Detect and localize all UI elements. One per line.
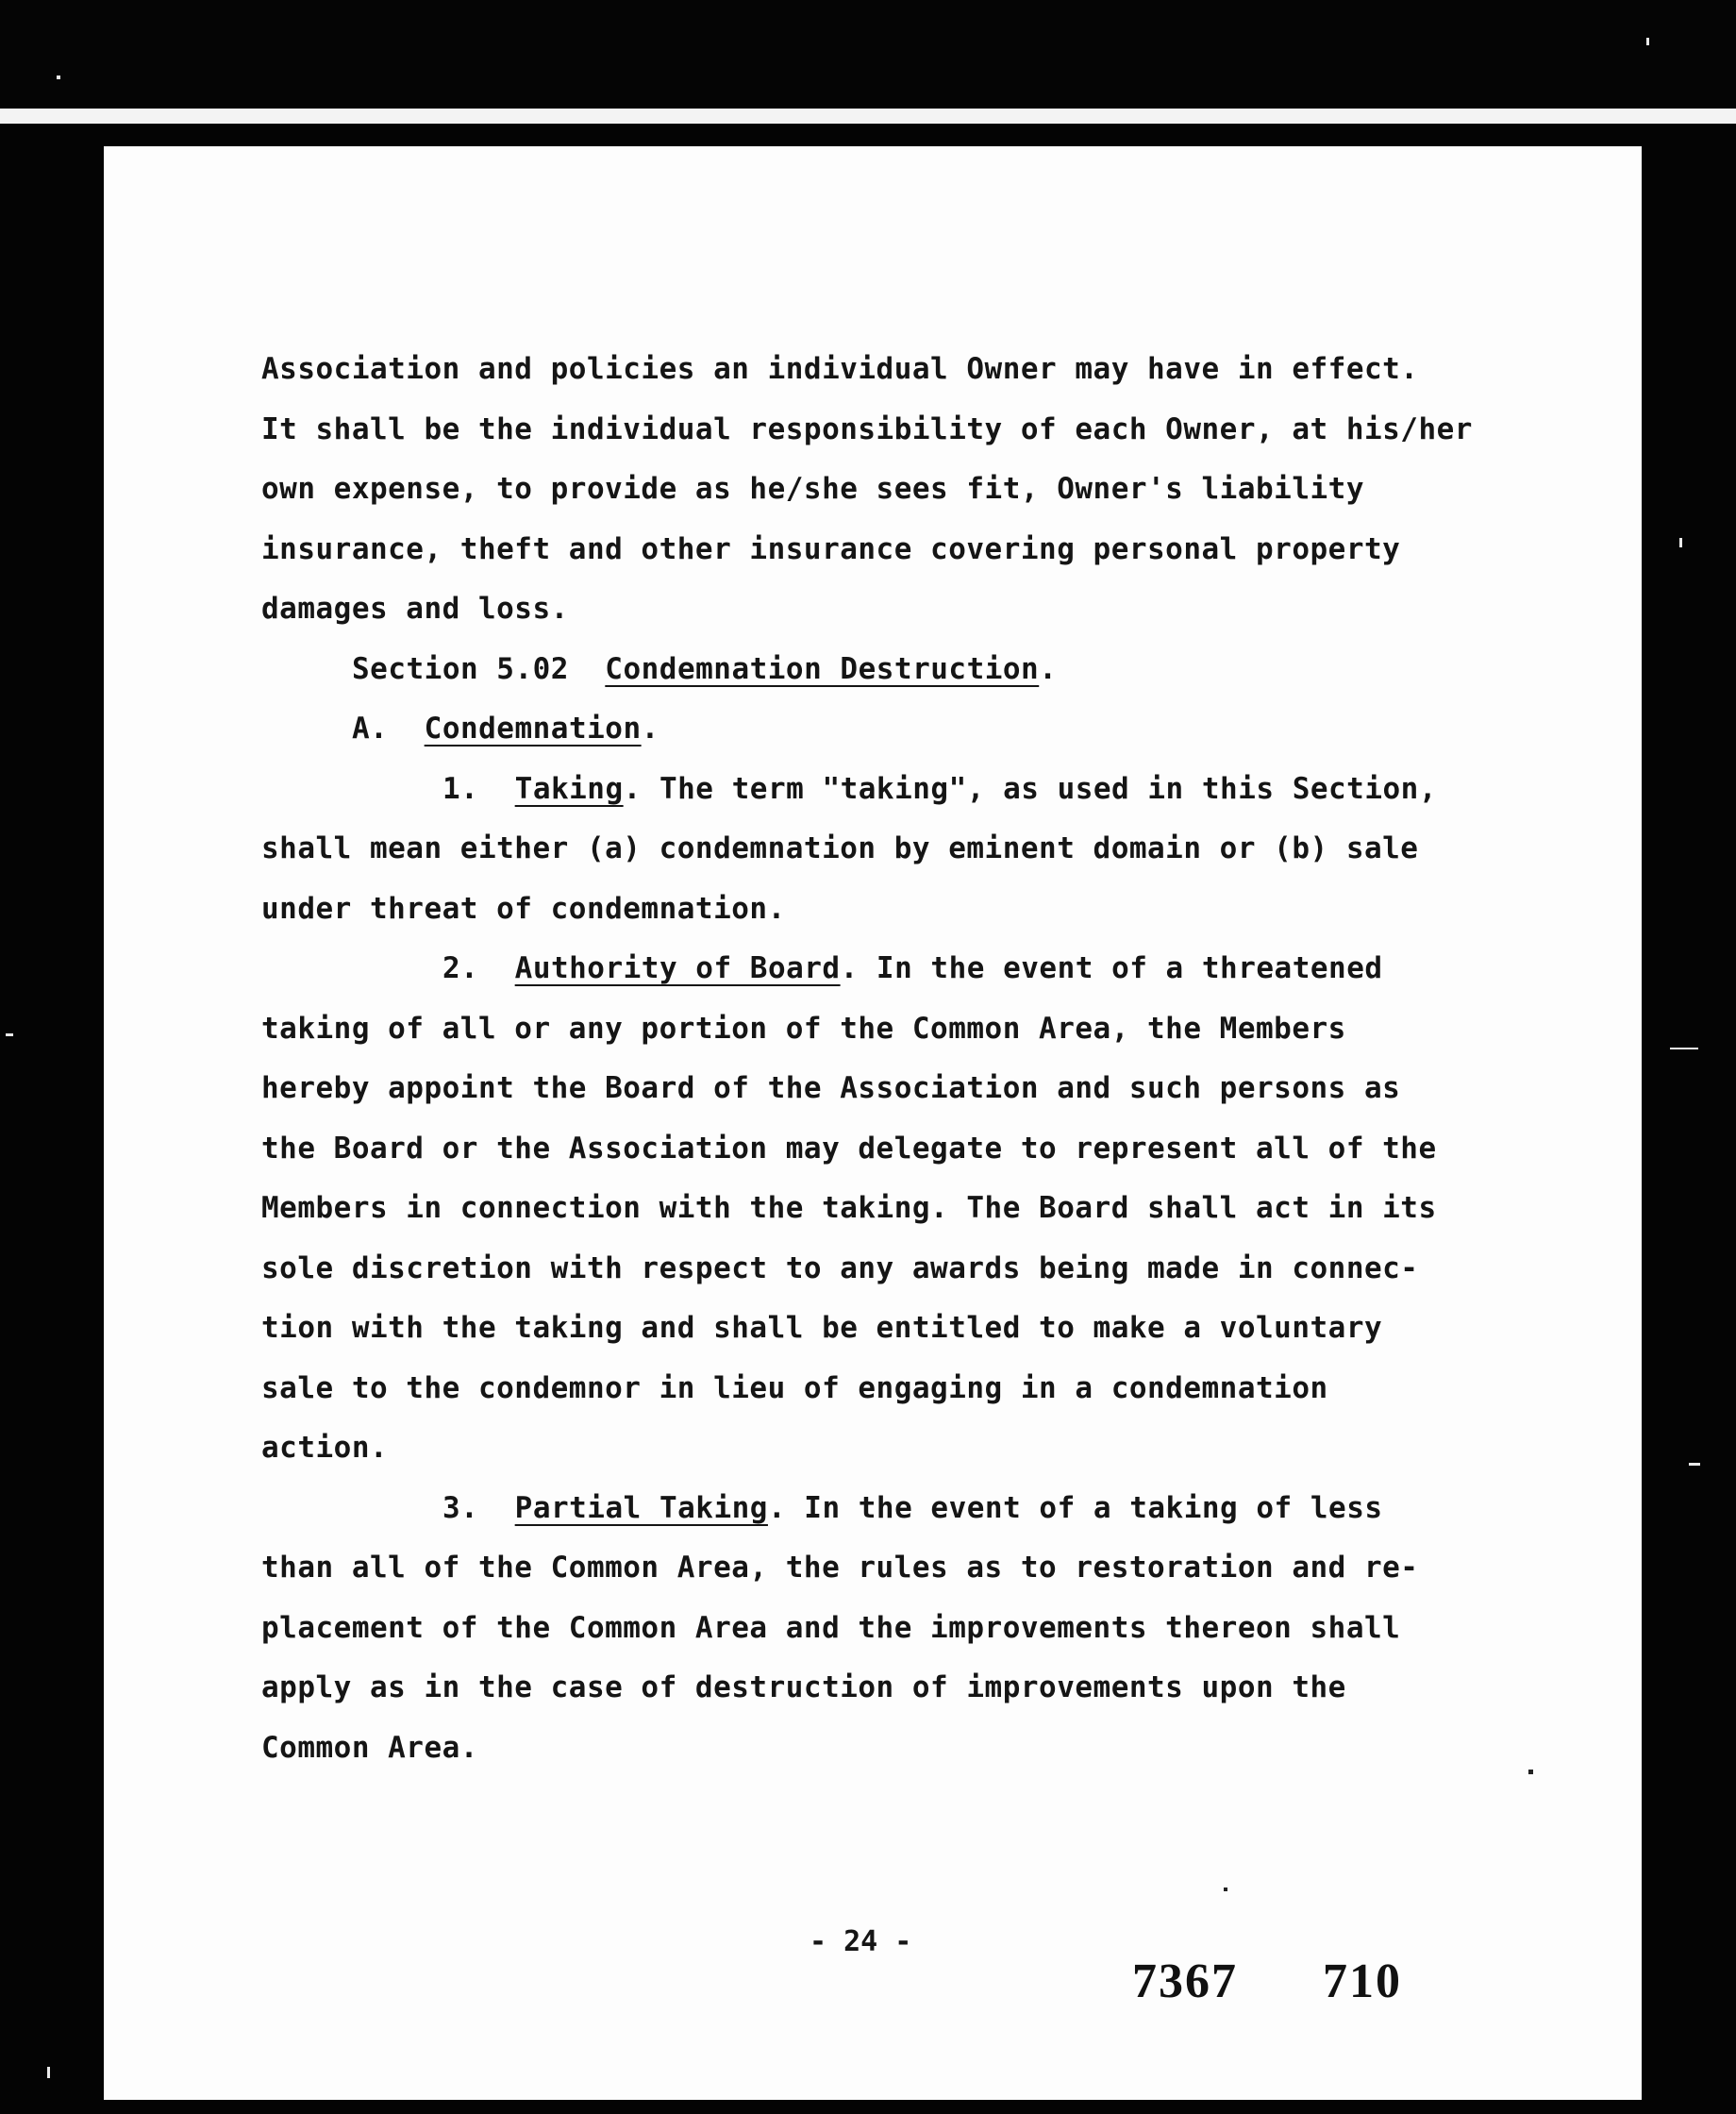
item-3-title: Partial Taking	[514, 1490, 768, 1525]
scan-speck	[1689, 1463, 1700, 1466]
item-2-line: tion with the taking and shall be entitled to make a voluntary	[261, 1311, 1383, 1345]
item-3-first-line-text: . In the event of a taking of less	[767, 1490, 1383, 1525]
section-label: Section 5.02	[352, 651, 569, 686]
item-3-line: than all of the Common Area, the rules as to restoration and re-	[261, 1551, 1419, 1585]
item-3-first-line	[261, 1479, 1620, 1539]
item-2-first-line-text: . In the event of a threatened	[840, 951, 1383, 985]
paper-sheet	[104, 146, 1642, 2100]
scan-top-rule	[0, 109, 1736, 124]
subsection-title: Condemnation	[424, 712, 642, 746]
scan-speck	[1646, 38, 1649, 45]
item-3-line: placement of the Common Area and the improvements thereon shall	[261, 1610, 1401, 1645]
body-line: own expense, to provide as he/she sees fit, Owner's liability	[261, 472, 1364, 506]
paper-speck	[1224, 1888, 1227, 1891]
item-3-line: Common Area.	[261, 1730, 478, 1765]
item-2-line: the Board or the Association may delegate to represent all of the	[261, 1131, 1437, 1166]
subsection-label: A.	[352, 712, 389, 746]
section-title-period: .	[1039, 651, 1058, 686]
subsection-heading	[261, 699, 1620, 760]
scan-speck	[57, 76, 60, 79]
subsection-title-period: .	[641, 712, 659, 746]
recording-stamp-book: 7367	[1132, 1955, 1238, 2008]
item-3-number: 3.	[442, 1490, 479, 1525]
page-number: - 24 -	[810, 1925, 912, 1958]
item-2-line: action.	[261, 1431, 389, 1465]
recording-stamp-page: 710	[1323, 1955, 1402, 2008]
item-2-line: Members in connection with the taking. The Board shall act in its	[261, 1191, 1437, 1225]
item-1-title: Taking	[514, 771, 624, 806]
item-2-title: Authority of Board	[514, 951, 841, 985]
item-2-line: sole discretion with respect to any awards being made in connec-	[261, 1250, 1419, 1285]
item-1-first-line-text: . The term "taking", as used in this Section,	[623, 771, 1438, 806]
item-3-line: apply as in the case of destruction of improvements upon the	[261, 1670, 1346, 1704]
scan-speck	[6, 1033, 13, 1036]
item-2-first-line	[261, 939, 1620, 999]
document-body	[261, 340, 1620, 1778]
item-2-number: 2.	[442, 951, 479, 985]
body-line: It shall be the individual responsibility of each Owner, at his/her	[261, 411, 1473, 446]
body-line: insurance, theft and other insurance covering personal property	[261, 531, 1401, 566]
scan-speck	[47, 2067, 50, 2078]
section-heading	[261, 640, 1620, 700]
item-2-line: taking of all or any portion of the Common Area, the Members	[261, 1011, 1346, 1046]
item-1-number: 1.	[442, 771, 479, 806]
body-line: Association and policies an individual Owner may have in effect.	[261, 352, 1419, 386]
item-1-line: shall mean either (a) condemnation by eminent domain or (b) sale	[261, 831, 1419, 865]
scan-speck	[1679, 538, 1682, 547]
item-1-first-line	[261, 760, 1620, 820]
scan-top-border	[0, 0, 1736, 109]
item-1-line: under threat of condemnation.	[261, 891, 786, 926]
scan-speck	[1670, 1048, 1698, 1049]
item-2-line: sale to the condemnor in lieu of engaging in a condemnation	[261, 1370, 1328, 1405]
item-2-line: hereby appoint the Board of the Association and such persons as	[261, 1071, 1401, 1105]
body-line: damages and loss.	[261, 592, 569, 626]
section-title: Condemnation Destruction	[605, 651, 1040, 686]
